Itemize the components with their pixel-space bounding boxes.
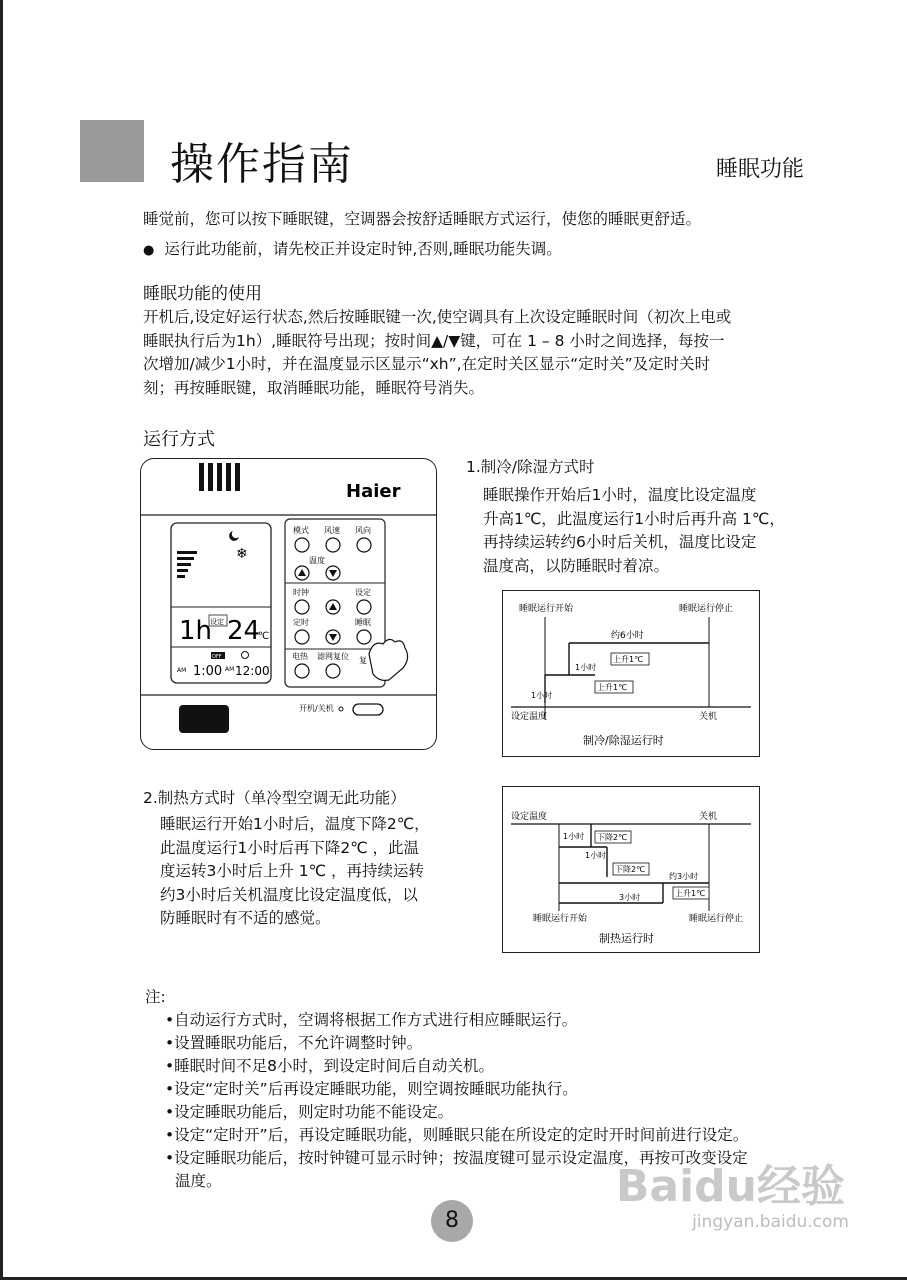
cool-off-label: 关机: [699, 712, 718, 722]
heat-rise-label: 上升1℃: [675, 889, 706, 898]
reset-label: 复: [359, 656, 367, 665]
cooling-line: 再持续运转约6小时后关机，温度比设定: [483, 533, 757, 551]
down-arrow-icon: [329, 634, 337, 641]
heating-line: 约3小时后关机温度比设定温度低，以: [160, 885, 418, 904]
timer-button[interactable]: [295, 630, 309, 644]
heat-drop-label-1: 下降2℃: [597, 833, 628, 842]
watermark-logo: Baidu经验: [615, 1161, 845, 1212]
note-item: •设置睡眠功能后，不允许调整时钟。: [165, 1034, 423, 1052]
intro-bullet-text: 运行此功能前，请先校正并设定时钟,否则,睡眠功能失调。: [164, 240, 562, 258]
intro-bullet: [143, 238, 562, 263]
clock-icon: [242, 652, 249, 659]
lcd-temp: 24: [227, 616, 261, 646]
note-item: •设定睡眠功能后，则定时功能不能设定。: [165, 1103, 454, 1121]
heat-drop-label-2: 下降2℃: [615, 865, 646, 874]
heat-1h-label-a: 1小时: [563, 832, 585, 841]
cooling-line: 睡眠操作开始后1小时，温度比设定温度: [483, 486, 757, 504]
note-item: •设定“定时开”后，再设定睡眠功能，则睡眠只能在所设定的定时开时间前进行设定。: [165, 1126, 749, 1144]
section-title: 睡眠功能: [716, 157, 805, 182]
pointing-hand-icon: [369, 639, 408, 680]
heat-chart-caption: 制热运行时: [599, 932, 654, 945]
heat-3h-approx-label: 约3小时: [669, 872, 699, 881]
lcd-off-badge: OFF: [212, 654, 222, 660]
fan-speed-icon: [177, 551, 197, 578]
cool-start-label: 睡眠运行开始: [519, 604, 574, 614]
operation-heading: 运行方式: [143, 429, 215, 450]
page-border-left: [0, 0, 3, 1280]
usage-line: 刻；再按睡眠键，取消睡眠功能，睡眠符号消失。: [143, 378, 485, 397]
swing-button[interactable]: [357, 538, 371, 552]
cool-1h-label-b: 1小时: [531, 691, 553, 700]
filter-reset-label: 滤网复位: [317, 652, 349, 661]
heating-paragraph: [160, 813, 430, 931]
heat-start-label: 睡眠运行开始: [533, 914, 588, 924]
vent-icon: [199, 463, 240, 491]
lcd-time-1: 1:00: [193, 664, 223, 679]
brand-logo: Haier: [346, 481, 401, 502]
power-label: 开机/关机: [299, 704, 334, 713]
heat-button[interactable]: [295, 664, 309, 678]
cooling-chart-drawing: [503, 591, 759, 756]
heating-line: 度运转3小时后上升 1℃ ，再持续运转: [160, 862, 424, 880]
cool-rise-label-2: 上升1℃: [613, 655, 644, 664]
remote-control: [140, 458, 437, 750]
fan-speed-button[interactable]: [326, 538, 340, 552]
lcd-unit: ℃: [258, 631, 270, 642]
usage-paragraph: [143, 306, 823, 400]
timer-label: 定时: [293, 618, 309, 627]
power-button[interactable]: [353, 704, 383, 715]
watermark-url: jingyan.baidu.com: [692, 1212, 849, 1232]
note-item: •睡眠时间不足8小时，到设定时间后自动关机。: [165, 1057, 495, 1075]
clock-button[interactable]: [295, 600, 309, 614]
heat-settemp-label: 设定温度: [511, 812, 548, 822]
temp-label: 温度: [309, 556, 325, 565]
notes-label: 注:: [145, 988, 166, 1006]
cool-6h-label: 约6小时: [611, 631, 644, 641]
lcd-hours: 1h: [179, 616, 213, 646]
lcd-am-1: AM: [177, 667, 187, 674]
intro-text: 睡觉前，您可以按下睡眠键，空调器会按舒适睡眠方式运行，使您的睡眠更舒适。: [143, 210, 702, 228]
note-item: •设定睡眠功能后，按时钟键可显示时钟；按温度键可显示设定温度，再按可改变设定: [165, 1149, 748, 1167]
cool-1h-label-a: 1小时: [575, 663, 597, 672]
heat-off-label: 关机: [699, 812, 718, 822]
lcd-time-2: 12:00: [235, 664, 270, 678]
snowflake-icon: ❄: [236, 546, 248, 562]
usage-heading: 睡眠功能的使用: [143, 284, 262, 304]
set-button[interactable]: [357, 600, 371, 614]
note-item: •设定“定时关”后再设定睡眠功能，则空调按睡眠功能执行。: [165, 1080, 578, 1098]
heat-1h-label-b: 1小时: [585, 851, 607, 860]
cooling-paragraph: [483, 484, 785, 578]
up-arrow-icon: [329, 603, 337, 610]
heat-3h-label: 3小时: [619, 893, 641, 902]
cooling-title: 1.制冷/除湿方式时: [466, 458, 595, 476]
heating-chart: [502, 786, 760, 953]
cooling-line: 温度高，以防睡眠时着凉。: [483, 556, 670, 575]
cool-rise-label-1: 上升1℃: [597, 683, 628, 692]
page-number: 8: [431, 1200, 473, 1242]
down-arrow-icon: [329, 570, 337, 577]
clock-label: 时钟: [293, 588, 309, 597]
note-item: •自动运行方式时，空调将根据工作方式进行相应睡眠运行。: [165, 1011, 578, 1029]
moon-icon: [229, 531, 239, 541]
heat-stop-label: 睡眠运行停止: [689, 914, 744, 924]
set-label: 设定: [355, 588, 371, 597]
lcd-am-2: AM: [225, 666, 235, 673]
heat-label: 电热: [292, 652, 308, 661]
sleep-label: 睡眠: [355, 618, 371, 627]
usage-line: 睡眠执行后为1h）,睡眠符号出现；按时间▲/▼键，可在 1 – 8 小时之间选择，每按一: [143, 331, 725, 350]
remote-control-drawing: [141, 459, 436, 749]
ir-window: [179, 705, 229, 733]
usage-line: 次增加/减少1小时，并在温度显示区显示“xh”,在定时关区显示“定时关”及定时关时: [143, 355, 711, 373]
mode-label: 模式: [293, 526, 309, 535]
note-item: 温度。: [175, 1172, 222, 1190]
heating-line: 睡眠运行开始1小时后，温度下降2℃，: [160, 815, 430, 833]
swing-label: 风向: [355, 526, 371, 535]
heating-title: 2.制热方式时（单冷型空调无此功能）: [143, 789, 406, 807]
cool-chart-caption: 制冷/除湿运行时: [583, 734, 664, 747]
usage-line: 开机后,设定好运行状态,然后按睡眠键一次,使空调具有上次设定睡眠时间（初次上电或: [143, 308, 732, 326]
lcd-set-badge: 设定: [210, 618, 224, 626]
title-gray-block: [80, 120, 144, 182]
fan-label: 风速: [324, 526, 340, 535]
mode-button[interactable]: [295, 538, 309, 552]
heating-chart-drawing: [503, 787, 759, 952]
cool-settemp-label: 设定温度: [511, 712, 548, 722]
cooling-chart: [502, 590, 760, 757]
heating-line: 防睡眠时有不适的感觉。: [160, 909, 331, 927]
page-title: 操作指南: [170, 139, 354, 190]
filter-reset-button[interactable]: [326, 664, 340, 678]
up-arrow-icon: [298, 569, 306, 576]
sleep-button[interactable]: [357, 630, 371, 644]
heating-line: 此温度运行1小时后再下降2℃ ，此温: [160, 838, 420, 857]
cool-stop-label: 睡眠运行停止: [679, 604, 734, 614]
cooling-line: 升高1℃，此温度运行1小时后再升高 1℃，: [483, 509, 785, 528]
